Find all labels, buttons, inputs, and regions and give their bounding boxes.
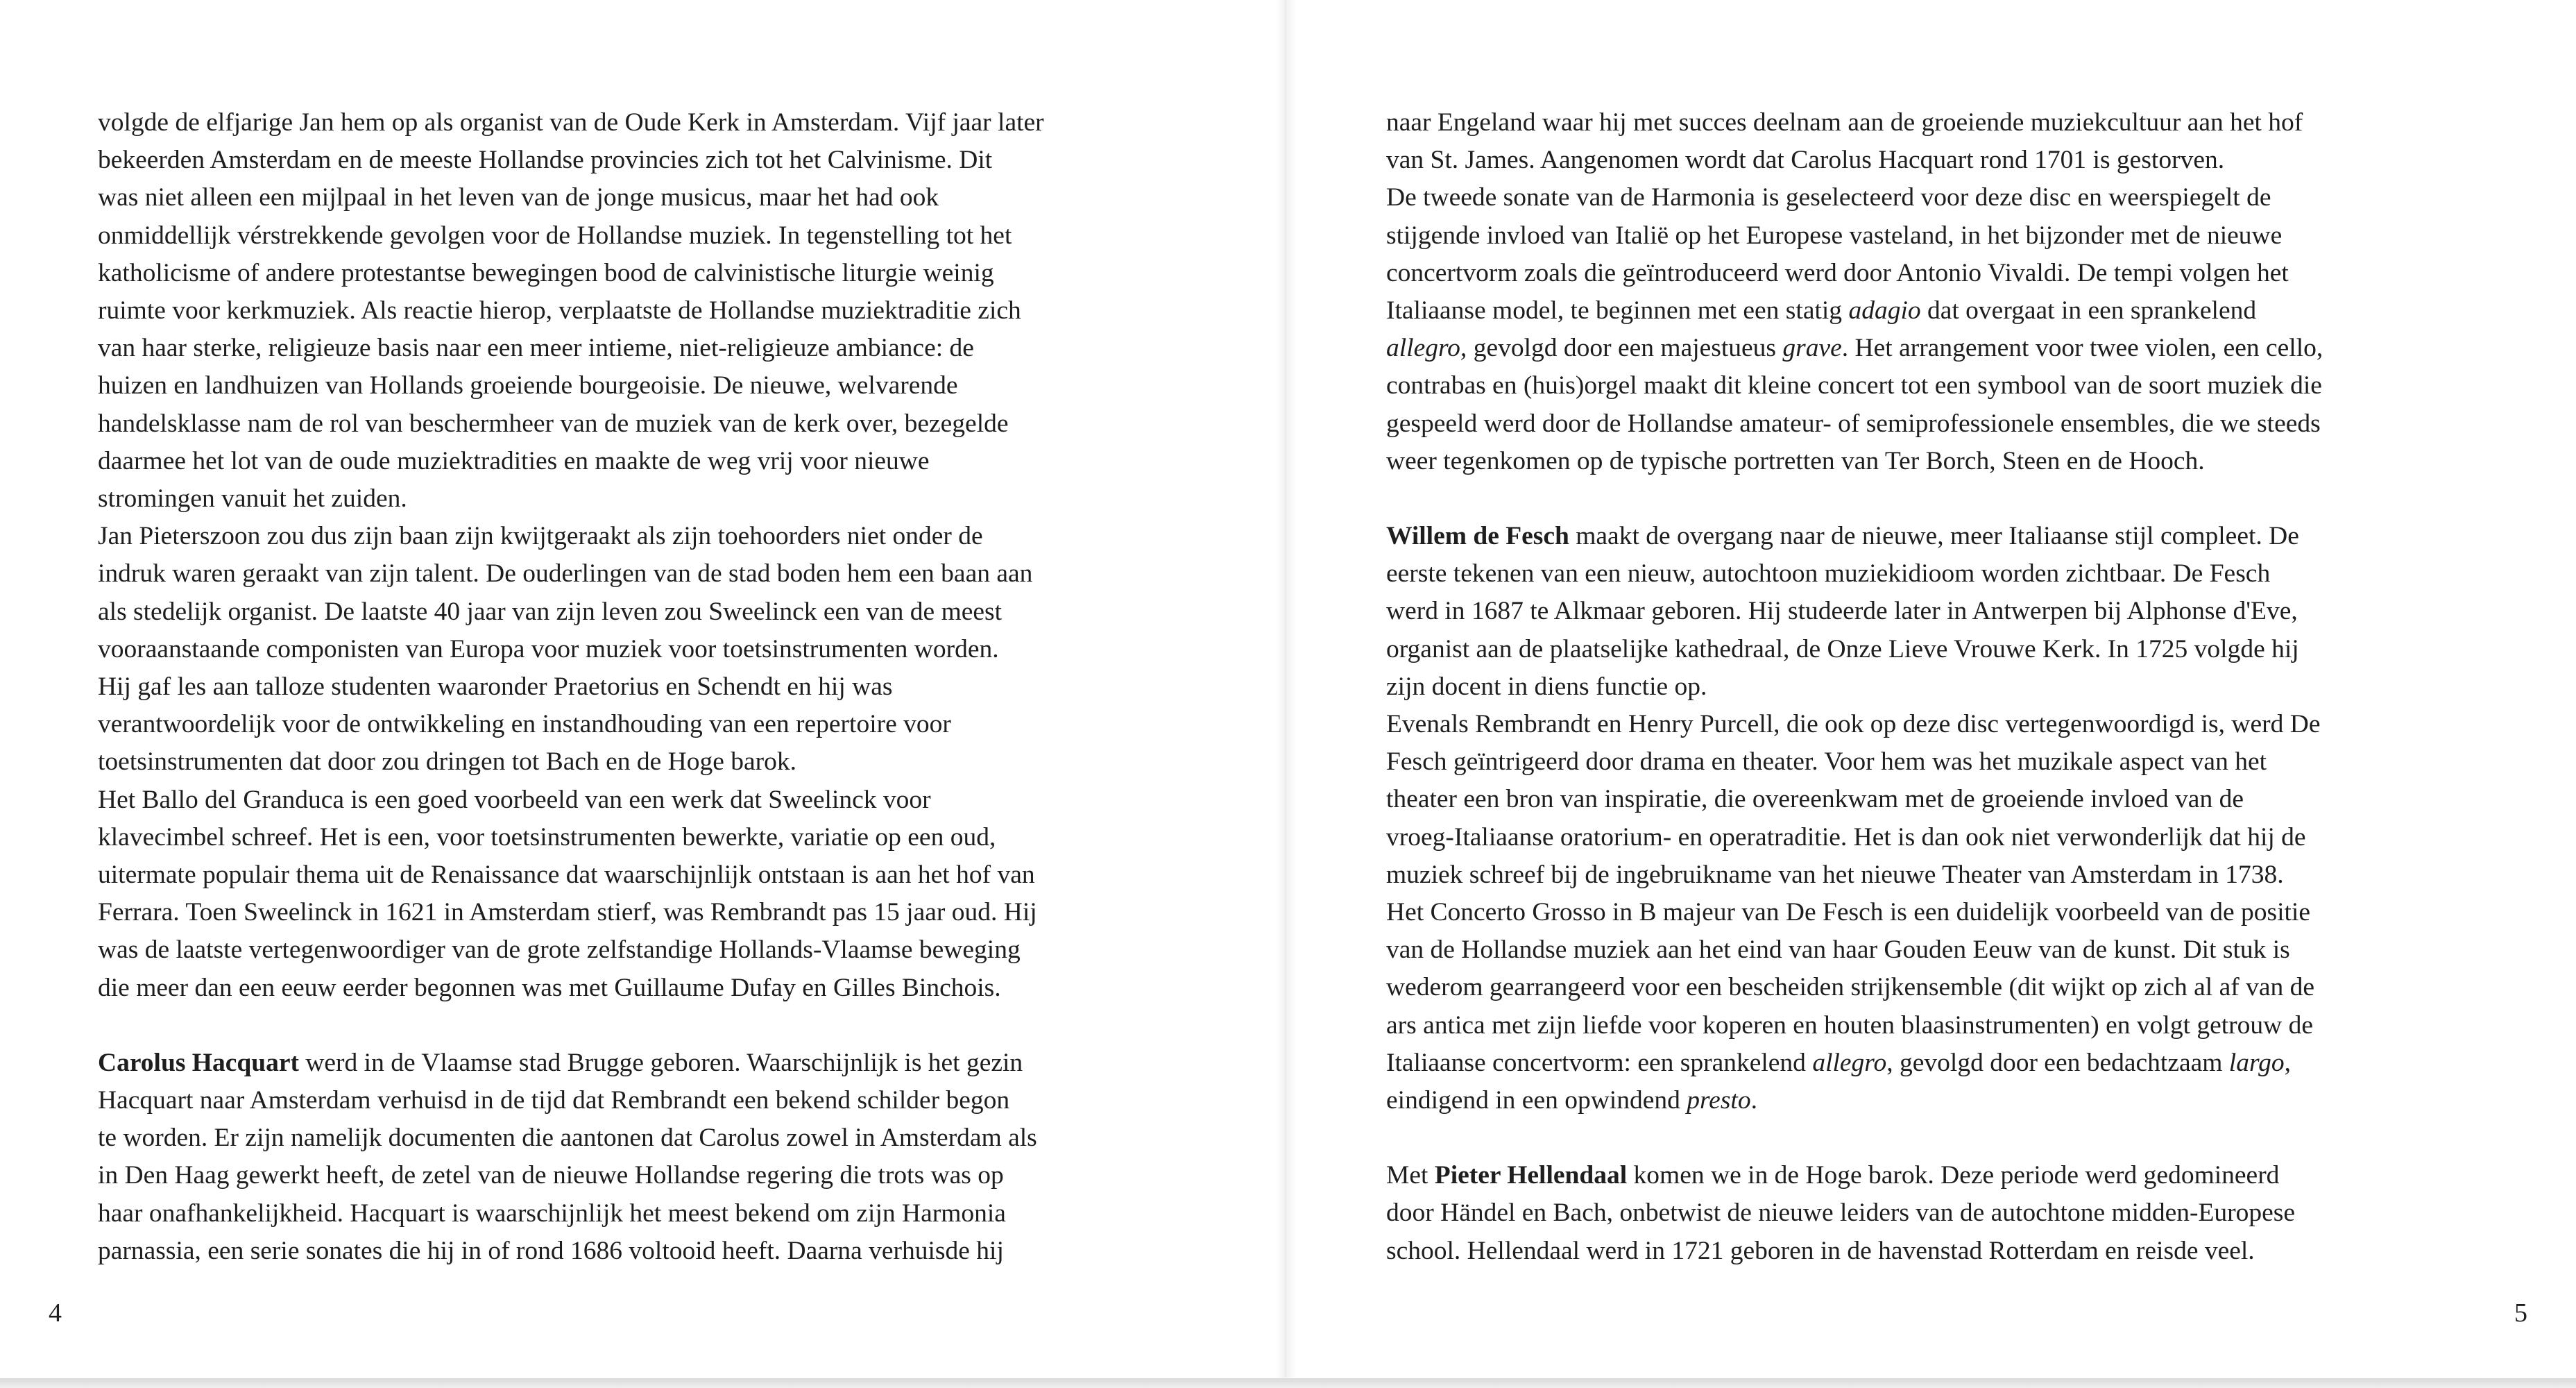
text-line	[1386, 898, 2310, 926]
text-line	[98, 447, 930, 475]
text-line	[98, 747, 796, 776]
text-run: Met	[1386, 1161, 1435, 1190]
text-run: Fesch geïntrigeerd door drama en theater. Voor hem was het muzikale aspect van het	[1386, 747, 2267, 777]
text-run: stromingen vanuit het zuiden.	[98, 484, 407, 514]
text-run: Het Ballo del Granduca is een goed voorbeeld van een werk dat Sweelinck voor	[98, 785, 931, 814]
text-line	[1386, 1237, 2255, 1265]
text-line	[98, 598, 1002, 626]
composer-name: Willem de Fesch	[1386, 522, 1569, 551]
text-line	[1386, 259, 2289, 287]
text-line	[98, 823, 996, 852]
text-run: Italiaanse model, te beginnen met een statig	[1386, 296, 1849, 325]
text-line	[98, 371, 958, 400]
text-run: Hacquart naar Amsterdam verhuisd in de tijd dat Rembrandt een bekend schilder begon	[98, 1086, 1010, 1115]
right-page	[1285, 0, 2576, 1378]
text-run: muziek schreef bij de ingebruikname van het nieuwe Theater van Amsterdam in 1738.	[1386, 860, 2284, 889]
text-run: in Den Haag gewerkt heeft, de zetel van de nieuwe Hollandse regering die trots was op	[98, 1161, 1004, 1190]
text-run: haar onafhankelijkheid. Hacquart is waarschijnlijk het meest bekend om zijn Harmonia	[98, 1199, 1006, 1228]
text-line	[1386, 183, 2271, 212]
text-run: die meer dan een eeuw eerder begonnen was met Guillaume Dufay en Gilles Binchois.	[98, 973, 1001, 1002]
text-line	[1386, 597, 2298, 625]
text-run: maakt de overgang naar de nieuwe, meer Italiaanse stijl compleet. De	[1569, 522, 2299, 551]
text-line	[98, 672, 892, 701]
text-line	[1386, 559, 2270, 588]
text-run: naar Engeland waar hij met succes deelnam aan de groeiende muziekcultuur aan het hof	[1386, 108, 2303, 137]
text-line	[98, 559, 1032, 588]
text-run: vooraanstaande componisten van Europa voor muziek voor toetsinstrumenten worden.	[98, 634, 999, 663]
text-run: werd in 1687 te Alkmaar geboren. Hij studeerde later in Antwerpen bij Alphonse d'Eve,	[1386, 597, 2298, 626]
tempo-term: largo	[2228, 1048, 2285, 1077]
text-line	[1386, 296, 2256, 325]
text-run: werd in de Vlaamse stad Brugge geboren. Waarschijnlijk is het gezin	[298, 1048, 1023, 1077]
text-run: eerste tekenen van een nieuw, autochtoon muziekidioom worden zichtbaar. De Fesch	[1386, 559, 2271, 589]
paragraph	[1386, 1157, 2524, 1270]
text-line	[1386, 1049, 2291, 1077]
text-run: theater een bron van inspiratie, die overeenkwam met de groeiende invloed van de	[1386, 785, 2244, 814]
text-run: weer tegenkomen op de typische portretten van Ter Borch, Steen en de Hooch.	[1386, 446, 2205, 475]
page-gutter-fold	[1275, 0, 1296, 1378]
text-line	[98, 1237, 1004, 1265]
text-run: handelsklasse nam de rol van beschermheer van de muziek van de kerk over, bezegelde	[98, 409, 1009, 438]
text-line	[98, 146, 992, 174]
text-run: organist aan de plaatselijke kathedraal, de Onze Lieve Vrouwe Kerk. In 1725 volgde hij	[1386, 634, 2299, 663]
text-run: Italiaanse concertvorm: een sprankelend	[1386, 1048, 1813, 1077]
text-run: Jan Pieterszoon zou dus zijn baan zijn kwijtgeraakt als zijn toehoorders niet onder de	[98, 522, 983, 551]
page-number-right: 5	[2514, 1298, 2527, 1328]
text-run: .	[1750, 1086, 1757, 1115]
text-run: zijn docent in diens functie op.	[1386, 672, 1707, 701]
text-line	[1386, 371, 2322, 400]
paragraph	[1386, 104, 2524, 179]
text-run: daarmee het lot van de oude muziektradities en maakte de weg vrij voor nieuwe	[98, 446, 930, 475]
text-line	[1386, 1011, 2313, 1040]
text-run: . Het arrangement voor twee violen, een cello,	[1841, 334, 2323, 363]
text-run: , gevolgd door een bedachtzaam	[1886, 1048, 2229, 1077]
text-run: wederom gearrangeerd voor een bescheiden strijkensemble (dit wijkt op zich al af van de	[1386, 973, 2315, 1002]
text-line	[1386, 861, 2284, 889]
paragraph	[1386, 706, 2524, 894]
text-run: van St. James. Aangenomen wordt dat Carolus Hacquart rond 1701 is gestorven.	[1386, 146, 2225, 175]
text-line	[1386, 823, 2306, 852]
text-run: van haar sterke, religieuze basis naar een meer intieme, niet-religieuze ambiance: de	[98, 334, 974, 363]
scan-bottom-edge	[0, 1378, 2576, 1388]
composer-name: Carolus Hacquart	[98, 1048, 299, 1077]
text-line	[98, 259, 994, 287]
text-run: dat overgaat in een sprankelend	[1920, 296, 2257, 325]
left-page	[0, 0, 1285, 1378]
text-line	[98, 635, 999, 663]
text-line	[1386, 221, 2282, 250]
tempo-term: grave	[1782, 334, 1842, 363]
text-run: uitermate populair thema uit de Renaissance dat waarschijnlijk ontstaan is aan het hof van	[98, 861, 1035, 890]
text-run: school. Hellendaal werd in 1721 geboren in de havenstad Rotterdam en reisde veel.	[1386, 1236, 2255, 1265]
text-line	[98, 108, 1044, 137]
text-line	[1386, 522, 2299, 550]
text-line	[1386, 1161, 2279, 1190]
text-run: ruimte voor kerkmuziek. Als reactie hierop, verplaatste de Hollandse muziektraditie zich	[98, 296, 1021, 325]
text-run: Hij gaf les aan talloze studenten waaronder Praetorius en Schendt en hij was	[98, 672, 893, 702]
text-line	[1386, 108, 2303, 137]
paragraph	[1386, 894, 2524, 1119]
text-run: verantwoordelijk voor de ontwikkeling en instandhouding van een repertoire voor	[98, 710, 951, 739]
text-line	[1386, 1086, 1757, 1115]
text-run: volgde de elfjarige Jan hem op als organist van de Oude Kerk in Amsterdam. Vijf jaar later	[98, 108, 1044, 137]
paragraph	[98, 104, 1194, 518]
page-number-left: 4	[49, 1298, 62, 1328]
text-run: toetsinstrumenten dat door zou dringen tot Bach en de Hoge barok.	[98, 747, 797, 777]
text-line	[98, 898, 1037, 926]
text-run: concertvorm zoals die geïntroduceerd werd door Antonio Vivaldi. De tempi volgen het	[1386, 258, 2289, 287]
text-run: parnassia, een serie sonates die hij in of rond 1686 voltooid heeft. Daarna verhuisde hij	[98, 1236, 1004, 1265]
paragraph	[98, 781, 1194, 1007]
text-line	[1386, 447, 2205, 475]
text-line	[98, 409, 1009, 438]
paragraph	[1386, 518, 2524, 706]
text-run: was de laatste vertegenwoordiger van de grote zelfstandige Hollands-Vlaamse beweging	[98, 936, 1021, 965]
text-line	[1386, 672, 1707, 701]
text-line	[98, 334, 974, 362]
text-line	[1386, 1199, 2295, 1227]
text-line	[1386, 785, 2244, 813]
text-line	[98, 484, 407, 513]
text-run: Ferrara. Toen Sweelinck in 1621 in Amsterdam stierf, was Rembrandt pas 15 jaar oud. Hij	[98, 898, 1037, 927]
text-line	[98, 710, 951, 738]
text-run: ars antica met zijn liefde voor koperen en houten blaasinstrumenten) en volgt getrouw de	[1386, 1010, 2314, 1040]
text-run: was niet alleen een mijlpaal in het leven van de jonge musicus, maar het had ook	[98, 183, 939, 212]
text-run: als stedelijk organist. De laatste 40 jaar van zijn leven zou Sweelinck een van de meest	[98, 597, 1003, 626]
text-run: te worden. Er zijn namelijk documenten die aantonen dat Carolus zowel in Amsterdam als	[98, 1124, 1037, 1153]
text-run: door Händel en Bach, onbetwist de nieuwe leiders van de autochtone midden-Europese	[1386, 1199, 2295, 1228]
text-line	[1386, 146, 2224, 174]
text-line	[98, 936, 1021, 964]
text-run: katholicisme of andere protestantse bewegingen bood de calvinistische liturgie weinig	[98, 258, 994, 287]
text-line	[1386, 710, 2320, 738]
tempo-term: adagio	[1848, 296, 1921, 325]
text-line	[1386, 334, 2323, 362]
text-line	[98, 1049, 1023, 1077]
left-page-body-text	[98, 104, 1194, 1270]
text-line	[98, 786, 931, 814]
right-page-body-text	[1386, 104, 2524, 1270]
text-line	[1386, 747, 2267, 776]
tempo-term: allegro,	[1386, 334, 1467, 363]
text-line	[98, 296, 1021, 325]
text-line	[1386, 409, 2321, 438]
text-run: van de Hollandse muziek aan het eind van haar Gouden Eeuw van de kunst. Dit stuk is	[1386, 936, 2290, 965]
text-run: vroeg-Italiaanse oratorium- en operatraditie. Het is dan ook niet verwonderlijk dat hij de	[1386, 822, 2306, 852]
tempo-term: presto	[1687, 1086, 1751, 1115]
text-line	[98, 1161, 1004, 1190]
text-line	[98, 183, 939, 212]
text-line	[1386, 936, 2290, 964]
text-line	[98, 1199, 1006, 1228]
text-line	[1386, 973, 2314, 1001]
text-run: Het Concerto Grosso in B majeur van De Fesch is een duidelijk voorbeeld van de positie	[1386, 898, 2310, 927]
text-run: stijgende invloed van Italië op het Europese vasteland, in het bijzonder met de nieuwe	[1386, 221, 2283, 250]
text-run: De tweede sonate van de Harmonia is geselecteerd voor deze disc en weerspiegelt de	[1386, 183, 2271, 212]
paragraph	[98, 518, 1194, 781]
text-line	[1386, 635, 2299, 663]
text-run: gevolgd door een majestueus	[1467, 334, 1783, 363]
text-run: onmiddellijk vérstrekkende gevolgen voor de Hollandse muziek. In tegenstelling tot het	[98, 221, 1012, 250]
text-run: huizen en landhuizen van Hollands groeiende bourgeoisie. De nieuwe, welvarende	[98, 371, 958, 400]
text-run: ,	[2284, 1048, 2292, 1077]
text-run: Evenals Rembrandt en Henry Purcell, die ook op deze disc vertegenwoordigd is, werd De	[1386, 710, 2321, 739]
text-line	[98, 522, 983, 550]
text-line	[98, 221, 1012, 250]
composer-name: Pieter Hellendaal	[1434, 1161, 1628, 1190]
text-run: bekeerden Amsterdam en de meeste Hollandse provincies zich tot het Calvinisme. Dit	[98, 146, 993, 175]
text-run: contrabas en (huis)orgel maakt dit kleine concert tot een symbool van de soort muziek die	[1386, 371, 2322, 400]
text-line	[98, 861, 1035, 889]
text-run: komen we in de Hoge barok. Deze periode werd gedomineerd	[1627, 1161, 2280, 1190]
tempo-term: allegro	[1812, 1048, 1887, 1077]
text-run: gespeeld werd door de Hollandse amateur- of semiprofessionele ensembles, die we steeds	[1386, 409, 2321, 438]
paragraph	[98, 1044, 1194, 1270]
text-run: eindigend in een opwindend	[1386, 1086, 1687, 1115]
text-line	[98, 1124, 1037, 1152]
text-line	[98, 974, 1001, 1002]
paragraph	[1386, 179, 2524, 480]
text-line	[98, 1086, 1009, 1115]
text-run: klavecimbel schreef. Het is een, voor toetsinstrumenten bewerkte, variatie op een oud,	[98, 822, 996, 852]
text-run: indruk waren geraakt van zijn talent. De ouderlingen van de stad boden hem een baan aan	[98, 559, 1033, 589]
